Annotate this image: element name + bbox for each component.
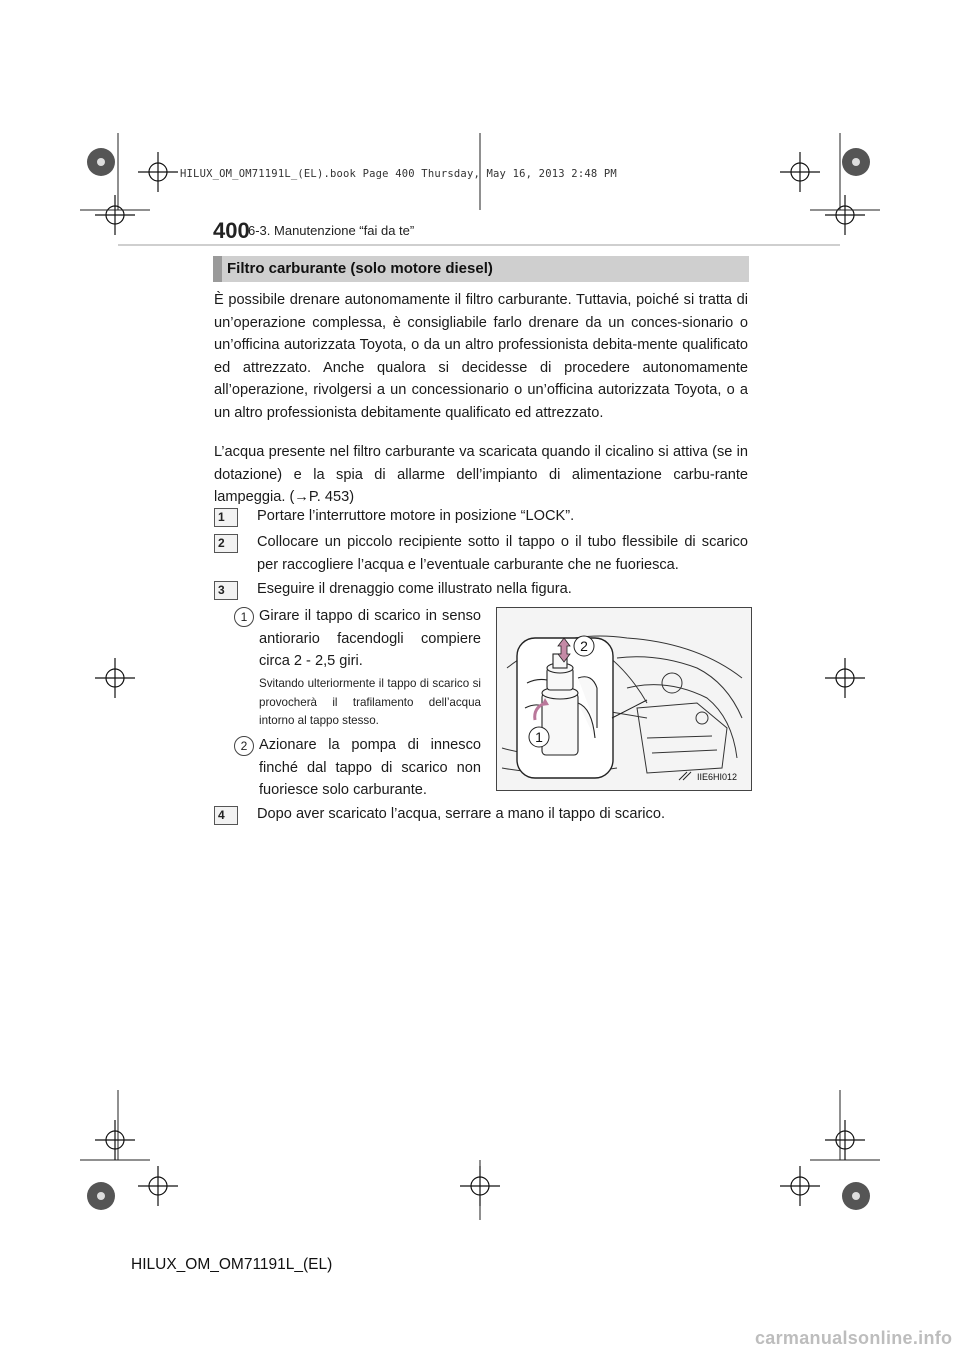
step-number-box: 4 — [214, 806, 238, 825]
heading-accent — [213, 256, 222, 282]
substep-text: Girare il tappo di scarico in senso antiorario facendogli compiere circa 2 - 2,5 giri. — [259, 608, 481, 669]
callout-1: 1 — [535, 729, 543, 745]
substep-text: Azionare la pompa di innesco finché dal tappo di scarico non fuoriesce solo carburante. — [259, 737, 481, 798]
fuel-filter-illustration — [496, 607, 752, 791]
section-title: 6-3. Manutenzione “fai da te” — [248, 223, 415, 238]
step-text: Collocare un piccolo recipiente sotto il tappo o il tubo flessibile di scarico per raccogliere l’acqua e l’eventuale carburante che ne fuoriesca. — [257, 534, 748, 573]
engine-bay-drawing — [497, 608, 751, 790]
callout-2: 2 — [580, 638, 588, 654]
book-info: HILUX_OM_OM71191L_(EL).book Page 400 Thursday, May 16, 2013 2:48 PM — [180, 168, 617, 180]
substep-number: 1 — [234, 607, 254, 627]
intro-paragraph: È possibile drenare autonomamente il filtro carburante. Tuttavia, poiché si tratta di un’operazione complessa, è consigliabile farlo drenare da un conces-sionario o un’officina autorizzata Toyota, o da un altro professionista debita-mente qualificato ed attrezzato. Anche qualora si decidesse di procedere autonomamente all’operazione, rivolgersi a un concessionario o un’officina autorizzata Toyota, o a un altro professionista debitamente qualificato ed attrezzato. — [214, 292, 748, 421]
substep-note: Svitando ulteriormente il tappo di scarico si provocherà il trafilamento dell’acqua intorno al tappo stesso. — [259, 677, 481, 727]
section-heading — [213, 256, 749, 282]
substep-number: 2 — [234, 736, 254, 756]
water-paragraph: L’acqua presente nel filtro carburante va scaricata quando il cicalino si attiva (se in dotazione) e la spia di allarme dell’impianto di alimentazione carbu-rante lampeggia. (→P. 453) — [214, 444, 748, 505]
watermark: carmanualsonline.info — [755, 1328, 953, 1348]
header-rule — [118, 244, 840, 246]
step-text: Eseguire il drenaggio come illustrato nella figura. — [257, 581, 572, 597]
step-text: Dopo aver scaricato l’acqua, serrare a mano il tappo di scarico. — [257, 806, 666, 822]
page-number: 400 — [213, 218, 250, 243]
heading-text: Filtro carburante (solo motore diesel) — [227, 260, 493, 277]
step-number-box: 2 — [214, 534, 238, 553]
step-number-box: 1 — [214, 508, 238, 527]
step-text: Portare l’interruttore motore in posizione “LOCK”. — [257, 508, 575, 524]
step-number-box: 3 — [214, 581, 238, 600]
figure-code: IIE6HI012 — [697, 772, 738, 782]
footer-code: HILUX_OM_OM71191L_(EL) — [131, 1256, 333, 1273]
